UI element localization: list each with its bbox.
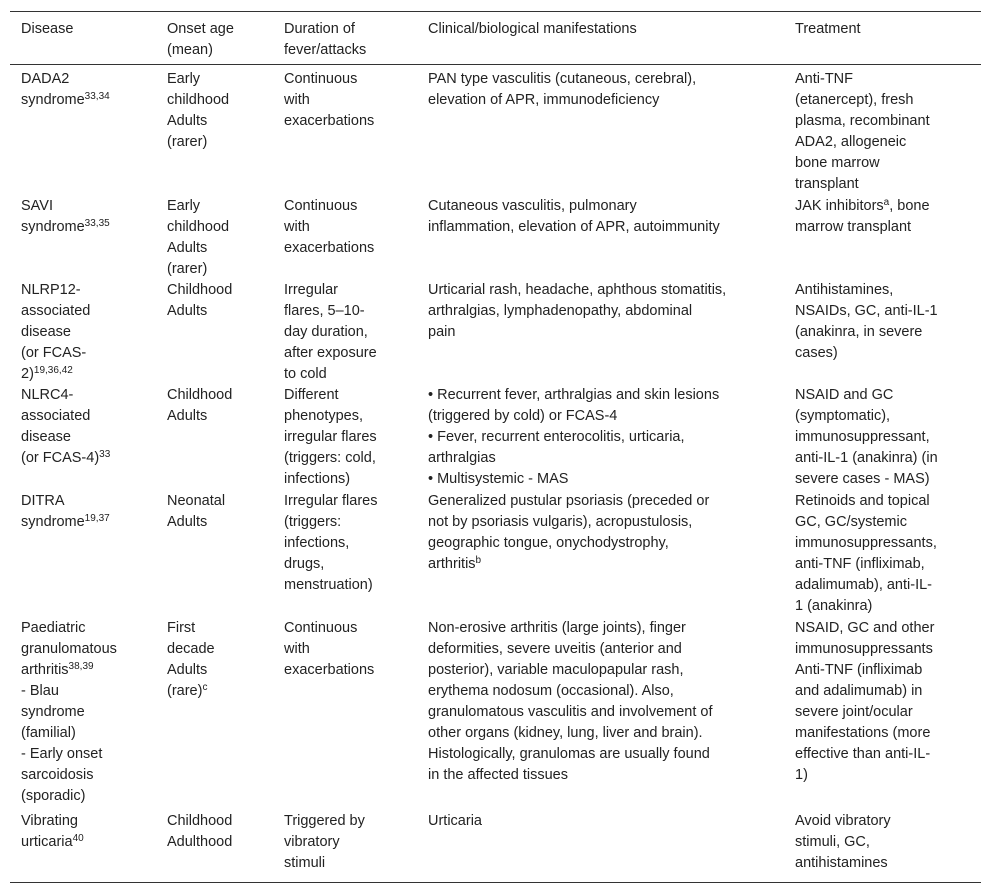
cell-line: (familial) [21, 725, 76, 741]
cell-line: after exposure [284, 345, 377, 361]
cell-line: day duration, [284, 324, 368, 340]
cell-line: Different [284, 387, 339, 403]
cell-line: exacerbations [284, 240, 375, 256]
table-bottom-rule [10, 882, 981, 883]
treatment-cell [795, 618, 979, 786]
manifestations-cell [428, 280, 780, 343]
cell-line: Adults [167, 240, 208, 256]
cell-line: severe joint/ocular [795, 704, 913, 720]
reference-superscript: 38,39 [68, 661, 94, 672]
cell-line: Irregular flares [284, 493, 378, 509]
cell-line: associated [21, 408, 91, 424]
cell-line: Histologically, granulomas are usually found [428, 746, 710, 762]
cell-line: arthralgias [428, 450, 496, 466]
cell-line: marrow transplant [795, 219, 912, 235]
onset-age-cell [167, 618, 277, 702]
cell-line: immunosuppressant, [795, 429, 930, 445]
cell-line: Neonatal [167, 493, 226, 509]
cell-line: Adults [167, 662, 208, 678]
cell-line: PAN type vasculitis (cutaneous, cerebral), [428, 71, 697, 87]
reference-superscript: 33,35 [84, 218, 110, 229]
onset-age-cell [167, 280, 277, 322]
reference-superscript: 19,36,42 [33, 365, 73, 376]
cell-line: childhood [167, 219, 230, 235]
cell-line: sarcoidosis [21, 767, 94, 783]
cell-line: SAVI [21, 198, 53, 214]
cell-line: infections, [284, 535, 350, 551]
cell-line: immunosuppressants [795, 641, 933, 657]
treatment-cell [795, 196, 979, 238]
cell-line: childhood [167, 92, 230, 108]
cell-line: inflammation, elevation of APR, autoimmunity [428, 219, 720, 235]
cell-line: DADA2 [21, 71, 70, 87]
cell-line: Avoid vibratory [795, 813, 891, 829]
cell-line: Antihistamines, [795, 282, 894, 298]
disease-cell [21, 385, 159, 469]
cell-line: (rarer) [167, 134, 208, 150]
reference-superscript: 33 [99, 449, 111, 460]
cell-line: (sporadic) [21, 788, 86, 804]
cell-line: arthralgias, lymphadenopathy, abdominal [428, 303, 693, 319]
cell-line: erythema nodosum (occasional). Also, [428, 683, 674, 699]
cell-line: granulomatous [21, 641, 117, 657]
duration-cell [284, 385, 420, 490]
manifestations-cell [428, 385, 780, 490]
manifestations-cell [428, 618, 780, 786]
cell-line: other organs (kidney, lung, liver and brain). [428, 725, 703, 741]
manifestations-cell [428, 491, 780, 575]
cell-line: plasma, recombinant [795, 113, 930, 129]
treatment-cell [795, 280, 979, 364]
header-manifestations: Clinical/biological manifestations [428, 21, 637, 37]
cell-line: Continuous [284, 620, 358, 636]
cell-line: (triggered by cold) or FCAS-4 [428, 408, 618, 424]
cell-line: • Recurrent fever, arthralgias and skin lesions [428, 387, 720, 403]
cell-line: exacerbations [284, 662, 375, 678]
duration-cell [284, 196, 420, 259]
cell-line: with [284, 92, 310, 108]
cell-line: NSAID and GC [795, 387, 894, 403]
cell-line: - Early onset [21, 746, 103, 762]
cell-line: NSAIDs, GC, anti-IL-1 [795, 303, 938, 319]
header-duration: Duration of fever/attacks [284, 21, 367, 58]
cell-line: Urticaria [428, 813, 482, 829]
cell-line: Urticarial rash, headache, aphthous stomatitis, [428, 282, 727, 298]
cell-line: NSAID, GC and other [795, 620, 935, 636]
cell-line: stimuli, GC, [795, 834, 870, 850]
cell-line: syndrome [21, 704, 85, 720]
cell-line: antihistamines [795, 855, 888, 871]
manifestations-cell [428, 811, 780, 832]
reference-superscript: 19,37 [84, 513, 110, 524]
disease-cell [21, 69, 159, 111]
cell-line: deformities, severe uveitis (anterior and [428, 641, 682, 657]
treatment-cell [795, 69, 979, 195]
cell-line: Continuous [284, 198, 358, 214]
cell-line: infections) [284, 471, 351, 487]
reference-superscript: c [202, 682, 208, 693]
cell-line: Cutaneous vasculitis, pulmonary [428, 198, 637, 214]
duration-cell [284, 618, 420, 681]
duration-cell [284, 811, 420, 874]
cell-line: granulomatous vasculitis and involvement of [428, 704, 713, 720]
cell-line: in the affected tissues [428, 767, 568, 783]
manifestations-cell [428, 69, 780, 111]
onset-age-cell [167, 491, 277, 533]
cell-line: Paediatric [21, 620, 86, 636]
cell-line: Anti-TNF (infliximab [795, 662, 923, 678]
cell-line: Irregular [284, 282, 338, 298]
cell-line: Continuous [284, 71, 358, 87]
cell-line: (rare)$^c$ [167, 682, 208, 699]
cell-line: (triggers: [284, 514, 342, 530]
cell-line: associated [21, 303, 91, 319]
cell-line: anti-IL-1 (anakinra) (in [795, 450, 938, 466]
cell-line: 1) [795, 767, 808, 783]
cell-line: posterior), variable maculopapular rash, [428, 662, 684, 678]
cell-line: Triggered by [284, 813, 365, 829]
cell-line: Adults [167, 408, 208, 424]
cell-line: effective than anti-IL- [795, 746, 931, 762]
disease-cell [21, 811, 159, 853]
cell-line: • Fever, recurrent enterocolitis, urticaria, [428, 429, 685, 445]
duration-cell [284, 491, 420, 596]
cell-line: exacerbations [284, 113, 375, 129]
cell-line: with [284, 641, 310, 657]
duration-cell [284, 69, 420, 132]
cell-line: irregular flares [284, 429, 377, 445]
reference-superscript: 33,34 [84, 91, 110, 102]
cell-line: Adults [167, 514, 208, 530]
reference-superscript: b [475, 555, 482, 566]
cell-line: menstruation) [284, 577, 373, 593]
cell-line: (triggers: cold, [284, 450, 376, 466]
cell-line: urticaria$^{40}$ [21, 833, 84, 850]
reference-superscript: a [883, 197, 890, 208]
cell-line: pain [428, 324, 456, 340]
header-disease: Disease [21, 21, 74, 37]
cell-line: to cold [284, 366, 327, 382]
onset-age-cell [167, 69, 277, 153]
cell-line: First [167, 620, 196, 636]
cell-line: (or FCAS-4)$^{33}$ [21, 449, 111, 466]
cell-line: and adalimumab) in [795, 683, 923, 699]
cell-line: transplant [795, 176, 859, 192]
cell-line: Retinoids and topical [795, 493, 930, 509]
cell-line: Vibrating [21, 813, 78, 829]
cell-line: JAK inhibitors$^a$, bone [795, 197, 930, 214]
cell-line: with [284, 219, 310, 235]
table-top-rule [10, 11, 981, 12]
cell-line: (rarer) [167, 261, 208, 277]
cell-line: Adults [167, 113, 208, 129]
cell-line: syndrome$^{19,37}$ [21, 513, 110, 530]
cell-line: NLRP12- [21, 282, 81, 298]
cell-line: flares, 5–10- [284, 303, 365, 319]
cell-line: NLRC4- [21, 387, 74, 403]
cell-line: bone marrow [795, 155, 880, 171]
cell-line: phenotypes, [284, 408, 364, 424]
cell-line: - Blau [21, 683, 59, 699]
disease-cell [21, 618, 159, 807]
cell-line: (or FCAS- [21, 345, 87, 361]
cell-line: decade [167, 641, 215, 657]
onset-age-cell [167, 811, 277, 853]
cell-line: not by psoriasis vulgaris), acropustulosis, [428, 514, 693, 530]
cell-line: Generalized pustular psoriasis (preceded or [428, 493, 710, 509]
cell-line: syndrome$^{33,35}$ [21, 218, 110, 235]
cell-line: ADA2, allogeneic [795, 134, 907, 150]
cell-line: arthritis$^b$ [428, 555, 482, 572]
cell-line: vibratory [284, 834, 340, 850]
manifestations-cell [428, 196, 780, 238]
cell-line: Childhood [167, 282, 233, 298]
cell-line: anti-TNF (infliximab, [795, 556, 925, 572]
header-onset-age: Onset age (mean) [167, 21, 234, 58]
cell-line: drugs, [284, 556, 325, 572]
cell-line: severe cases - MAS) [795, 471, 930, 487]
cell-line: immunosuppressants, [795, 535, 937, 551]
duration-cell [284, 280, 420, 385]
cell-line: Non-erosive arthritis (large joints), finger [428, 620, 686, 636]
disease-cell [21, 491, 159, 533]
cell-line: Anti-TNF [795, 71, 853, 87]
cell-line: stimuli [284, 855, 326, 871]
cell-line: disease [21, 429, 71, 445]
cell-line: Early [167, 71, 201, 87]
cell-line: cases) [795, 345, 838, 361]
cell-line: (etanercept), fresh [795, 92, 914, 108]
cell-line: GC, GC/systemic [795, 514, 907, 530]
cell-line: 1 (anakinra) [795, 598, 873, 614]
cell-line: • Multisystemic - MAS [428, 471, 569, 487]
cell-line: Childhood [167, 387, 233, 403]
treatment-cell [795, 385, 979, 490]
treatment-cell [795, 491, 979, 617]
onset-age-cell [167, 196, 277, 280]
onset-age-cell [167, 385, 277, 427]
cell-line: disease [21, 324, 71, 340]
cell-line: manifestations (more [795, 725, 931, 741]
cell-line: elevation of APR, immunodeficiency [428, 92, 660, 108]
cell-line: arthritis$^{38,39}$ [21, 661, 94, 678]
treatment-cell [795, 811, 979, 874]
disease-cell [21, 280, 159, 385]
cell-line: (anakinra, in severe [795, 324, 923, 340]
cell-line: DITRA [21, 493, 65, 509]
table-header-rule [10, 64, 981, 65]
header-treatment: Treatment [795, 21, 861, 37]
cell-line: Adulthood [167, 834, 233, 850]
cell-line: Early [167, 198, 201, 214]
cell-line: syndrome$^{33,34}$ [21, 91, 110, 108]
reference-superscript: 40 [72, 833, 84, 844]
cell-line: (symptomatic), [795, 408, 891, 424]
cell-line: 2)$^{19,36,42}$ [21, 365, 73, 382]
cell-line: Adults [167, 303, 208, 319]
cell-line: adalimumab), anti-IL- [795, 577, 932, 593]
disease-cell [21, 196, 159, 238]
cell-line: Childhood [167, 813, 233, 829]
cell-line: geographic tongue, onychodystrophy, [428, 535, 669, 551]
